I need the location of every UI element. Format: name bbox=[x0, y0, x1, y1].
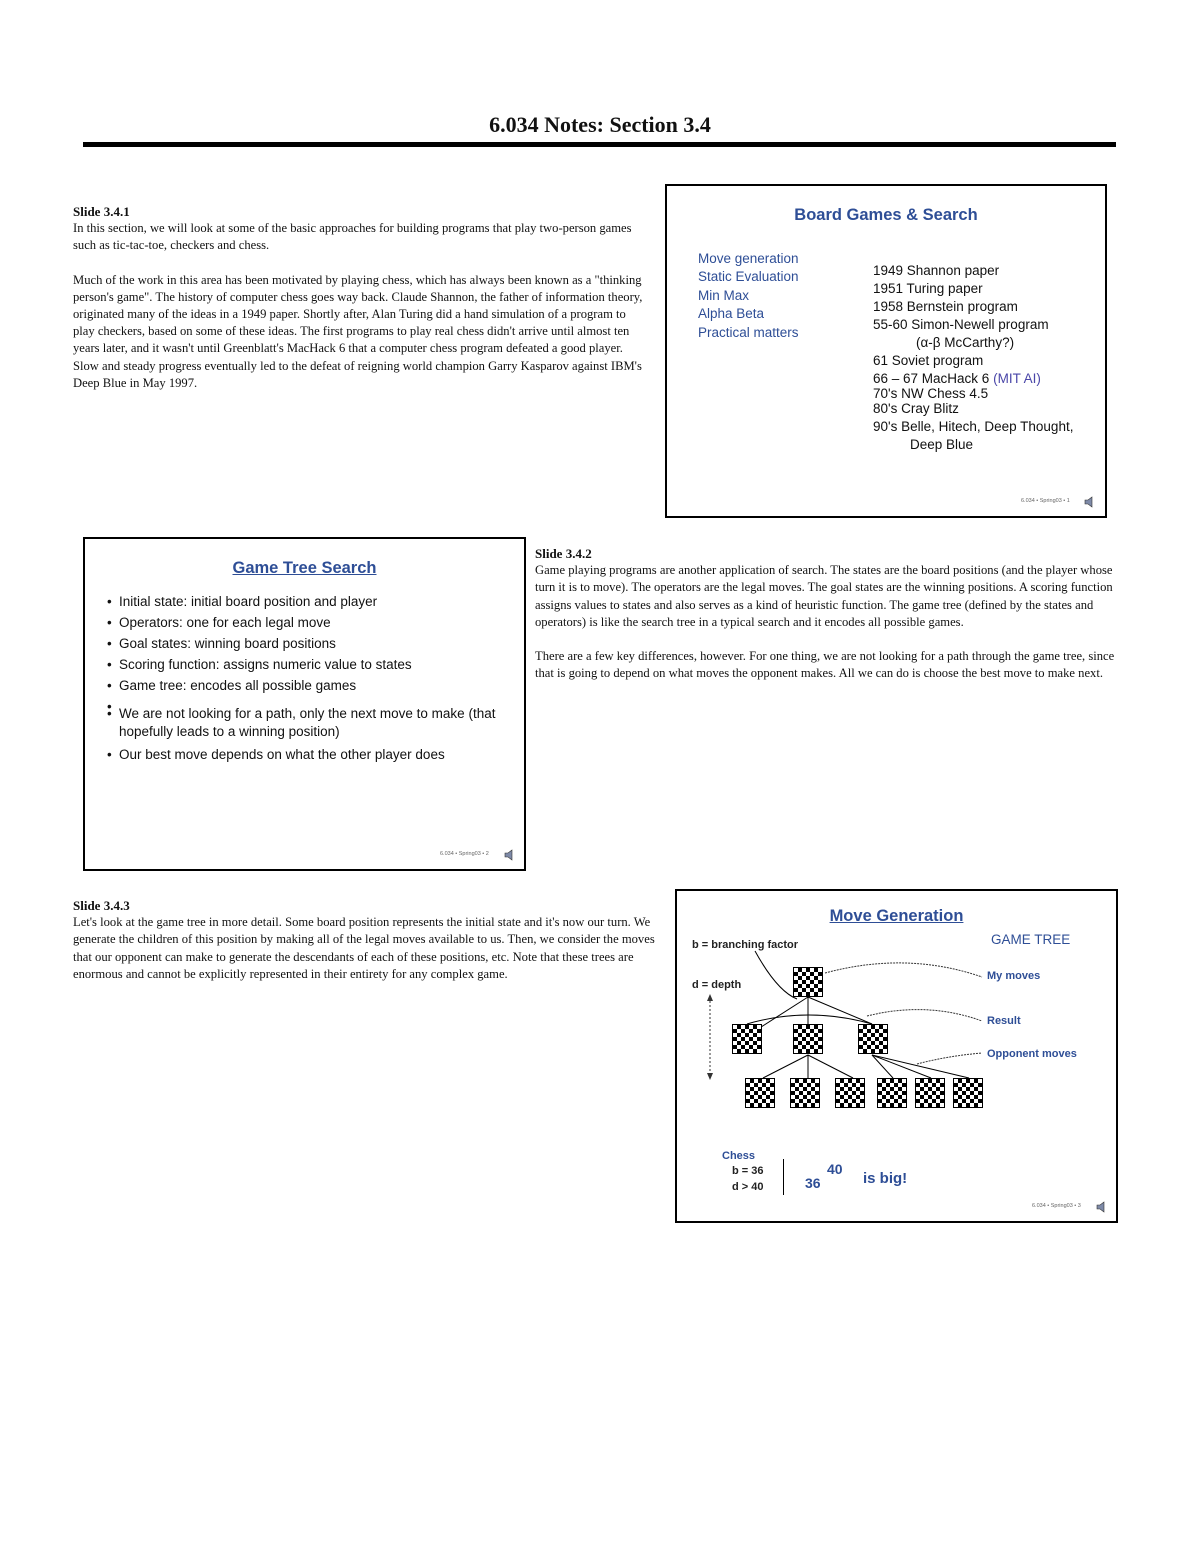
slide2-image bbox=[83, 537, 526, 871]
history-item: 80's Cray Blitz bbox=[873, 401, 959, 416]
title-rule bbox=[83, 142, 1116, 147]
bullet-item: • Scoring function: assigns numeric value to states bbox=[107, 654, 509, 675]
bullet-item: • Operators: one for each legal move bbox=[107, 612, 509, 633]
slide2-para1: Game playing programs are another application of search. The states are the board positions (and the player whose turn it is to move). The operators are the legal moves. The goal states are the winning positions. A scoring function assigns values to states and also serves as a kind of heuristic function. The game tree (defined by the states and operators) is like the search tree in a typical search and it encodes all possible games. bbox=[535, 563, 1113, 629]
bullet-item: • Goal states: winning board positions bbox=[107, 633, 509, 654]
mit-ai-text: (MIT AI) bbox=[993, 371, 1041, 386]
bullet-item: • Our best move depends on what the other player does bbox=[107, 744, 509, 765]
base-number: 36 bbox=[805, 1175, 821, 1191]
slide2-para2: There are a few key differences, however. For one thing, we are not looking for a path through the game tree, since that is going to depend on what moves the opponent makes. All we can do is choose the best move to make next. bbox=[535, 649, 1115, 681]
slide1-image bbox=[665, 184, 1107, 518]
slide3-title: Move Generation bbox=[829, 907, 964, 925]
speaker-icon bbox=[503, 848, 517, 862]
slide3-image bbox=[675, 889, 1118, 1223]
slide1-para2: Much of the work in this area has been motivated by playing chess, which has always been known as a "thinking person's game". The history of computer chess goes way back. Claude Shannon, the father of information theory, originated many of the ideas in a 1949 paper. Shortly after, Alan Turing did a hand simulation of a program to play checkers, based on some of these ideas. The first programs to play real chess didn't arrive until almost ten years later, and it wasn't until Greenblatt's MacHack 6 that a computer chess program defeated a good player. Slow and steady progress eventually led to the defeat of reigning world champion Garry Kasparov against IBM's Deep Blue in May 1997. bbox=[73, 272, 643, 390]
machack-text: 66 – 67 MacHack 6 bbox=[873, 371, 990, 386]
game-tree-label: GAME TREE bbox=[991, 932, 1071, 947]
chess-b-label: b = 36 bbox=[732, 1165, 764, 1177]
slide3-para1: Let's look at the game tree in more detail. Some board position represents the initial state and it's now our turn. We generate the children of this position by making all of the legal moves available to us. Then, we consider the moves that our opponent can make to generate the descendants of each of these positions, etc. Note that these trees are enormous and cannot be explicitly represented in their entirety for any complex game. bbox=[73, 915, 655, 981]
bullet-gap bbox=[107, 696, 509, 705]
opponent-board-icon bbox=[835, 1078, 865, 1108]
history-item: 55-60 Simon-Newell program bbox=[873, 317, 1049, 332]
topic-item: Alpha Beta bbox=[698, 306, 765, 322]
slide1-heading: Slide 3.4.1 bbox=[73, 204, 130, 219]
speaker-icon bbox=[1083, 495, 1097, 509]
bullet-item: • Game tree: encodes all possible games bbox=[107, 675, 509, 696]
page-title: 6.034 Notes: Section 3.4 bbox=[489, 112, 711, 137]
history-item: 1951 Turing paper bbox=[873, 281, 983, 296]
topic-item: Static Evaluation bbox=[698, 269, 799, 285]
history-item: 90's Belle, Hitech, Deep Thought, bbox=[873, 419, 1074, 434]
bullet-item: • Initial state: initial board position and player bbox=[107, 591, 509, 612]
slide2-bullets bbox=[107, 591, 509, 765]
slide1-title: Board Games & Search bbox=[794, 206, 978, 224]
my-moves-label: My moves bbox=[987, 970, 1041, 982]
slide2-notes bbox=[535, 545, 1120, 699]
slide1-topics bbox=[698, 250, 799, 342]
opponent-board-icon bbox=[877, 1078, 907, 1108]
history-item: 1958 Bernstein program bbox=[873, 299, 1018, 314]
chess-d-label: d > 40 bbox=[732, 1181, 764, 1193]
my-move-board-icon bbox=[858, 1024, 888, 1054]
history-item: 61 Soviet program bbox=[873, 353, 984, 368]
history-item: Deep Blue bbox=[910, 437, 974, 452]
slide1-footer: 6.034 • Spring03 • 1 bbox=[1021, 498, 1070, 504]
chess-divider bbox=[783, 1159, 784, 1195]
opponent-board-icon bbox=[790, 1078, 820, 1108]
slide1-notes bbox=[73, 203, 647, 409]
opponent-board-icon bbox=[915, 1078, 945, 1108]
opponent-board-icon bbox=[953, 1078, 983, 1108]
slide3-footer: 6.034 • Spring03 • 3 bbox=[1032, 1203, 1081, 1209]
opponent-board-icon bbox=[745, 1078, 775, 1108]
opponent-moves-label: Opponent moves bbox=[987, 1048, 1077, 1060]
speaker-icon bbox=[1095, 1200, 1109, 1214]
is-big-label: is big! bbox=[863, 1170, 908, 1187]
slide2-footer: 6.034 • Spring03 • 2 bbox=[440, 851, 489, 857]
history-item: 70's NW Chess 4.5 bbox=[873, 386, 989, 401]
slide3-heading: Slide 3.4.3 bbox=[73, 898, 130, 913]
history-item: 1949 Shannon paper bbox=[873, 263, 1000, 278]
chess-label: Chess bbox=[722, 1150, 756, 1162]
topic-item: Move generation bbox=[698, 251, 799, 266]
slide2-heading: Slide 3.4.2 bbox=[535, 546, 592, 561]
result-label: Result bbox=[987, 1015, 1021, 1027]
slide1-history bbox=[873, 262, 1073, 454]
my-move-board-icon bbox=[793, 1024, 823, 1054]
topic-item: Min Max bbox=[698, 287, 750, 303]
slide2-title: Game Tree Search bbox=[232, 559, 377, 577]
branching-label: b = branching factor bbox=[692, 939, 799, 951]
exponent-number: 40 bbox=[827, 1161, 843, 1177]
slide3-notes bbox=[73, 897, 658, 1000]
history-item: (α-β McCarthy?) bbox=[916, 335, 1015, 350]
my-move-board-icon bbox=[732, 1024, 762, 1054]
bullet-item: • We are not looking for a path, only the next move to make (that hopefully leads to a winning position) bbox=[107, 705, 509, 741]
topic-item: Practical matters bbox=[698, 324, 799, 340]
depth-label: d = depth bbox=[692, 979, 742, 991]
root-board-icon bbox=[793, 967, 823, 997]
slide1-para1: In this section, we will look at some of the basic approaches for building programs that play two-person games such as tic-tac-toe, checkers and chess. bbox=[73, 221, 632, 253]
